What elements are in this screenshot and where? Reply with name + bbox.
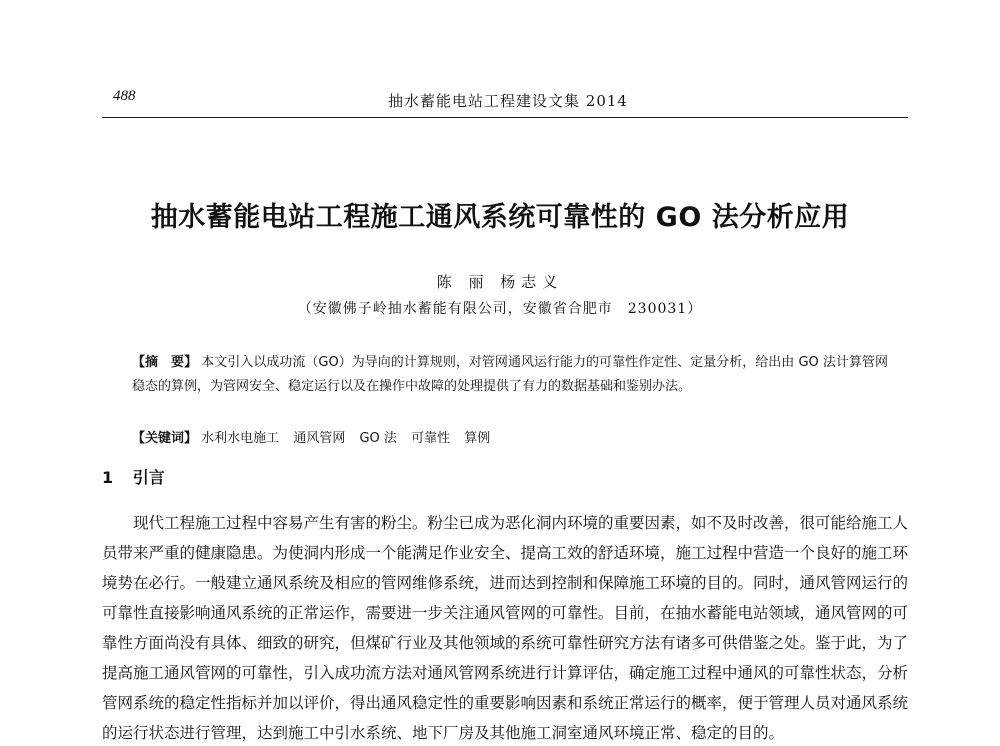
body-paragraph: 现代工程施工过程中容易产生有害的粉尘。粉尘已成为恶化洞内环境的重要因素，如不及时改善，很可能给施工人员带来严重的健康隐患。为使洞内形成一个能满足作业安全、提高工效的舒适环境，施工过程中营造一个良好的施工环境势在必行。一般建立通风系统及相应的管网维修系统，进而达到控制和保障施工环境的目的。同时，通风管网运行的可靠性直接影响通风系统的正常运作，需要进一步关注通风管网的可靠性。目前，在抽水蓄能电站领域，通风管网的可靠性方面尚没有具体、细致的研究，但煤矿行业及其他领域的系统可靠性研究方法有诸多可供借鉴之处。鉴于此，为了提高施工通风管网的可靠性，引入成功流方法对通风管网系统进行计算评估，确定施工过程中通风的可靠性状态，分析管网系统的稳定性指标并加以评价，得出通风稳定性的重要影响因素和系统正常运行的概率，便于管理人员对通风系统的运行状态进行管理，达到施工中引水系统、地下厂房及其他施工洞室通风环境正常、稳定的目的。 bbox=[102, 514, 909, 742]
paper-title: 抽水蓄能电站工程施工通风系统可靠性的 GO 法分析应用 bbox=[150, 202, 850, 233]
abstract-label: 【摘 要】 bbox=[132, 355, 198, 370]
keywords bbox=[132, 429, 888, 449]
paper-authors: 陈 丽 杨志义 bbox=[436, 273, 564, 291]
header-rule bbox=[102, 117, 908, 118]
keyword: 通风管网 bbox=[293, 431, 346, 446]
keyword: 算例 bbox=[464, 431, 491, 446]
running-title: 抽水蓄能电站工程建设文集 2014 bbox=[388, 92, 628, 110]
abstract-text: 本文引入以成功流（GO）为导向的计算规则，对管网通风运行能力的可靠性作定性、定量分析，给出由 GO 法计算管网稳态的算例，为管网安全、稳定运行以及在操作中故障的处理提供了有力的数据基础和鉴别办法。 bbox=[132, 355, 888, 394]
section-number: 1 bbox=[102, 468, 114, 487]
keyword: 可靠性 bbox=[411, 431, 451, 446]
paper-affiliation: （安徽佛子岭抽水蓄能有限公司，安徽省合肥市 230031） bbox=[297, 301, 703, 317]
keywords-label: 【关键词】 bbox=[132, 431, 198, 446]
keyword: GO 法 bbox=[359, 431, 397, 446]
section-heading bbox=[102, 465, 165, 488]
keyword: 水利水电施工 bbox=[201, 431, 280, 446]
abstract bbox=[132, 351, 888, 399]
page-number: 488 bbox=[113, 88, 136, 104]
section-title: 引言 bbox=[132, 468, 165, 487]
